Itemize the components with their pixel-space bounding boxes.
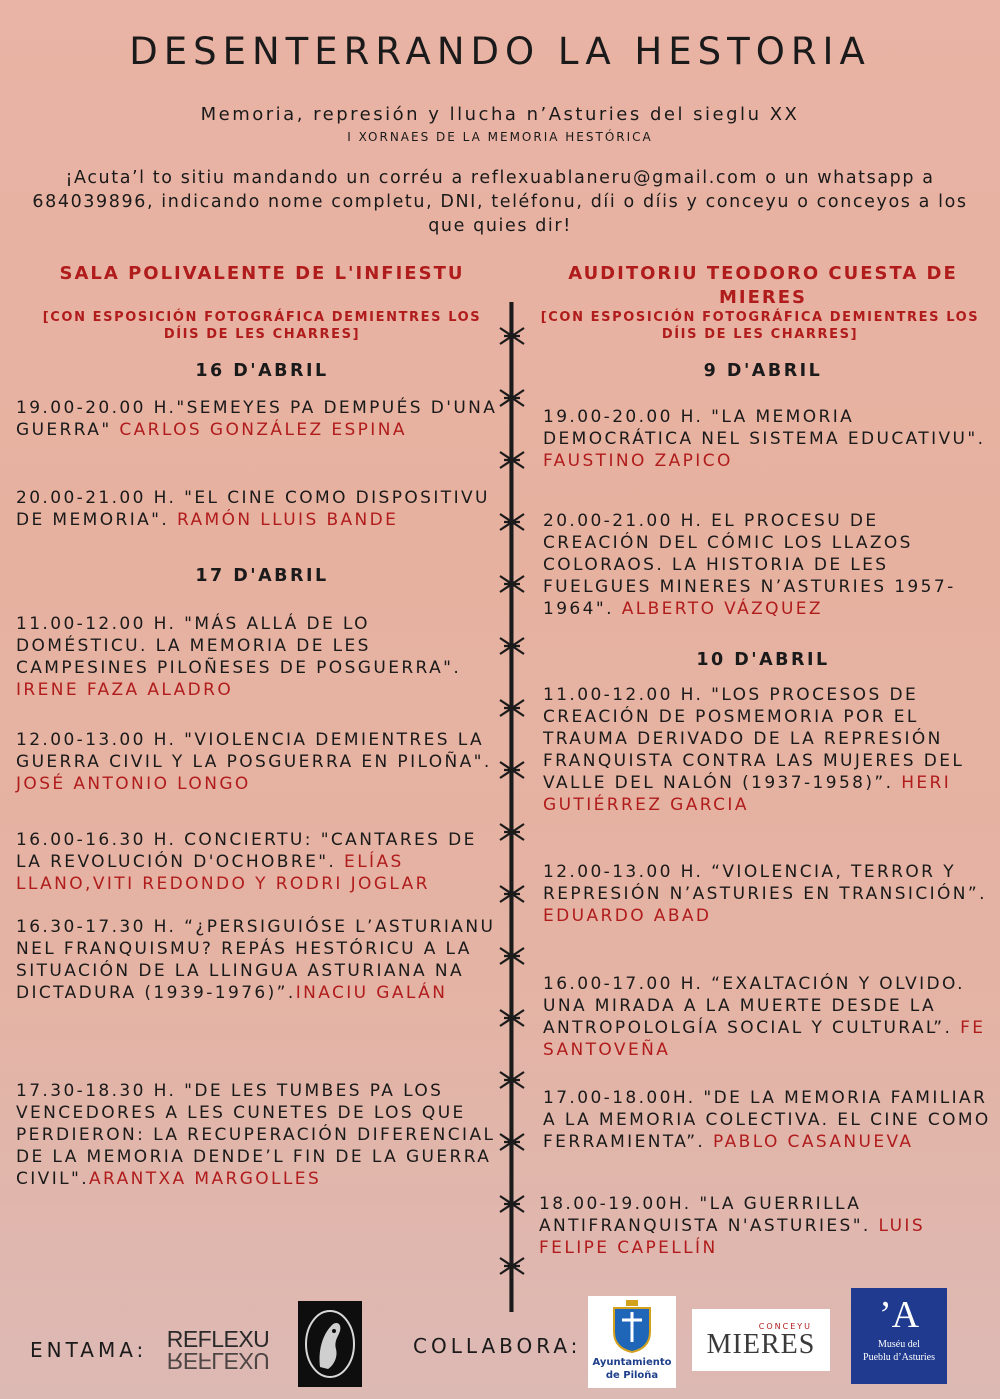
pilona-logo-line2: de Piloña bbox=[605, 1370, 659, 1381]
speaker: CARLOS GONZÁLEZ ESPINA bbox=[119, 420, 407, 440]
pilona-logo-line1: Ayuntamiento bbox=[592, 1357, 672, 1368]
left-event-2: 20.00-21.00 H. "EL CINE COMO DISPOSITIVU DE MEMORIA". RAMÓN LLUIS BANDE bbox=[16, 488, 490, 530]
reflexu-logo-reflection: REFLEXU bbox=[166, 1348, 270, 1374]
speaker: FE SANTOVEÑA bbox=[543, 1018, 986, 1060]
poster-subtitle: Memoria, represión y llucha n’Asturies del sieglu XX bbox=[200, 104, 800, 125]
left-event-5: 16.00-16.30 H. CONCIERTU: "CANTARES DE LA REVOLUCIÓN D'OCHOBRE". ELÍAS LLANO,VITI REDONDO Y RODRI JOGLAR bbox=[16, 830, 477, 894]
left-venue-title: SALA POLIVALENTE DE L'INFIESTU bbox=[59, 263, 465, 284]
right-event-5: 16.00-17.00 H. “EXALTACIÓN Y OLVIDO. UNA MIRADA A LA MUERTE DESDE LA ANTROPOLOLGÍA SOCIAL Y CULTURAL”. FE SANTOVEÑA bbox=[543, 974, 986, 1060]
horse-head-icon bbox=[298, 1301, 362, 1387]
left-event-6: 16.30-17.30 H. “¿PERSIGUIÓSE L’ASTURIANU NEL FRANQUISMU? REPÁS HESTÓRICU A LA SITUACIÓN DE LA LLINGUA ASTURIANA NA DICTADURA (1939-1976)”.INACIU GALÁN bbox=[16, 917, 496, 1003]
museo-logo-mark: ’A bbox=[878, 1294, 920, 1336]
speaker: HERI GUTIÉRREZ GARCIA bbox=[543, 773, 952, 815]
poster-title: DESENTERRANDO LA HESTORIA bbox=[129, 30, 871, 73]
museo-logo-line2: Pueblu d’Asturies bbox=[863, 1352, 935, 1363]
right-event-2: 20.00-21.00 H. EL PROCESU DE CREACIÓN DEL CÓMIC LOS LLAZOS COLORAOS. LA HISTORIA DE LES FUELGUES MINERES N’ASTURIES 1957-1964". ALBERTO VÁZQUEZ bbox=[543, 511, 956, 619]
speaker: FAUSTINO ZAPICO bbox=[543, 451, 733, 471]
right-venue-note: [CON ESPOSICIÓN FOTOGRÁFICA DEMIENTRES LOS DÍIS DE LES CHARRES] bbox=[540, 310, 980, 342]
mieres-logo-small: CONCEYU bbox=[758, 1321, 812, 1331]
left-event-7: 17.30-18.30 H. "DE LES TUMBES PA LOS VENCEDORES A LES CUNETES DE LOS QUE PERDIERON: LA RECUPERACIÓN DIFERENCIAL DE LA MEMORIA DENDE’L FIN DE LA GUERRA CIVIL".ARANTXA MARGOLLES bbox=[16, 1081, 496, 1189]
right-event-4: 12.00-13.00 H. “VIOLENCIA, TERROR Y REPRESIÓN N’ASTURIES EN TRANSICIÓN”. EDUARDO ABAD bbox=[543, 862, 987, 926]
right-event-6: 17.00-18.00H. "DE LA MEMORIA FAMILIAR A LA MEMORIA COLECTIVA. EL CINE COMO FERRAMIENTA”. PABLO CASANUEVA bbox=[543, 1088, 991, 1152]
speaker: INACIU GALÁN bbox=[295, 983, 448, 1003]
left-day-16: 16 D'ABRIL bbox=[195, 361, 329, 381]
right-day-9: 9 D'ABRIL bbox=[703, 361, 823, 381]
speaker: PABLO CASANUEVA bbox=[713, 1132, 914, 1152]
collabora-label: COLLABORA: bbox=[413, 1334, 582, 1358]
collective-logo bbox=[298, 1301, 362, 1387]
speaker: JOSÉ ANTONIO LONGO bbox=[16, 774, 251, 794]
speaker: IRENE FAZA ALADRO bbox=[16, 680, 234, 700]
pilona-coat-of-arms-icon bbox=[588, 1296, 676, 1356]
left-event-1: 19.00-20.00 H."SEMEYES PA DEMPUÉS D'UNA GUERRA" CARLOS GONZÁLEZ ESPINA bbox=[16, 398, 498, 440]
poster-subtitle-secondary: I XORNAES DE LA MEMORIA HESTÓRICA bbox=[347, 130, 653, 144]
organiza-label: ENTAMA: bbox=[30, 1338, 148, 1362]
mieres-logo bbox=[692, 1309, 830, 1371]
museo-logo bbox=[851, 1288, 947, 1384]
right-event-7: 18.00-19.00H. "LA GUERRILLA ANTIFRANQUISTA N'ASTURIES". LUIS FELIPE CAPELLÍN bbox=[539, 1194, 926, 1258]
pilona-logo bbox=[588, 1296, 676, 1388]
speaker: LUIS FELIPE CAPELLÍN bbox=[539, 1216, 926, 1258]
left-event-3: 11.00-12.00 H. "MÁS ALLÁ DE LO DOMÉSTICU. LA MEMORIA DE LES CAMPESINES PILOÑESES DE POSGUERRA". IRENE FAZA ALADRO bbox=[16, 614, 462, 700]
registration-info: ¡Acuta’l to sitiu mandando un corréu a reflexuablaneru@gmail.com o un whatsapp a 684039896, indicando nome completu, DNI, teléfonu, díi o díis y conceyu o conceyos a los que quies dir! bbox=[32, 168, 968, 236]
reflexu-logo-text: REFLEXU bbox=[166, 1326, 270, 1352]
speaker: ELÍAS LLANO,VITI REDONDO Y RODRI JOGLAR bbox=[16, 852, 430, 894]
left-day-17: 17 D'ABRIL bbox=[195, 566, 329, 586]
speaker: ALBERTO VÁZQUEZ bbox=[621, 599, 823, 619]
left-event-4: 12.00-13.00 H. "VIOLENCIA DEMIENTRES LA GUERRA CIVIL Y LA POSGUERRA EN PILOÑA". JOSÉ ANTONIO LONGO bbox=[16, 730, 492, 794]
right-day-10: 10 D'ABRIL bbox=[696, 650, 830, 670]
reflexu-logo bbox=[168, 1318, 268, 1382]
speaker: ARANTXA MARGOLLES bbox=[89, 1169, 322, 1189]
right-event-3: 11.00-12.00 H. "LOS PROCESOS DE CREACIÓN DE POSMEMORIA POR EL TRAUMA DERIVADO DE LA REPRESIÓN FRANQUISTA CONTRA LAS MUJERES DEL VALLE DEL NALÓN (1937-1958)”. HERI GUTIÉRREZ GARCIA bbox=[543, 685, 965, 815]
speaker: RAMÓN LLUIS BANDE bbox=[176, 510, 399, 530]
left-venue-note: [CON ESPOSICIÓN FOTOGRÁFICA DEMIENTRES LOS DÍIS DE LES CHARRES] bbox=[42, 310, 482, 342]
right-event-1: 19.00-20.00 H. "LA MEMORIA DEMOCRÁTICA NEL SISTEMA EDUCATIVU". FAUSTINO ZAPICO bbox=[543, 407, 986, 471]
museo-logo-line1: Muséu del bbox=[878, 1339, 920, 1350]
mieres-logo-text: MIERES bbox=[706, 1328, 816, 1360]
speaker: EDUARDO ABAD bbox=[543, 906, 712, 926]
right-venue-title: AUDITORIU TEODORO CUESTA DE MIERES bbox=[568, 263, 958, 308]
